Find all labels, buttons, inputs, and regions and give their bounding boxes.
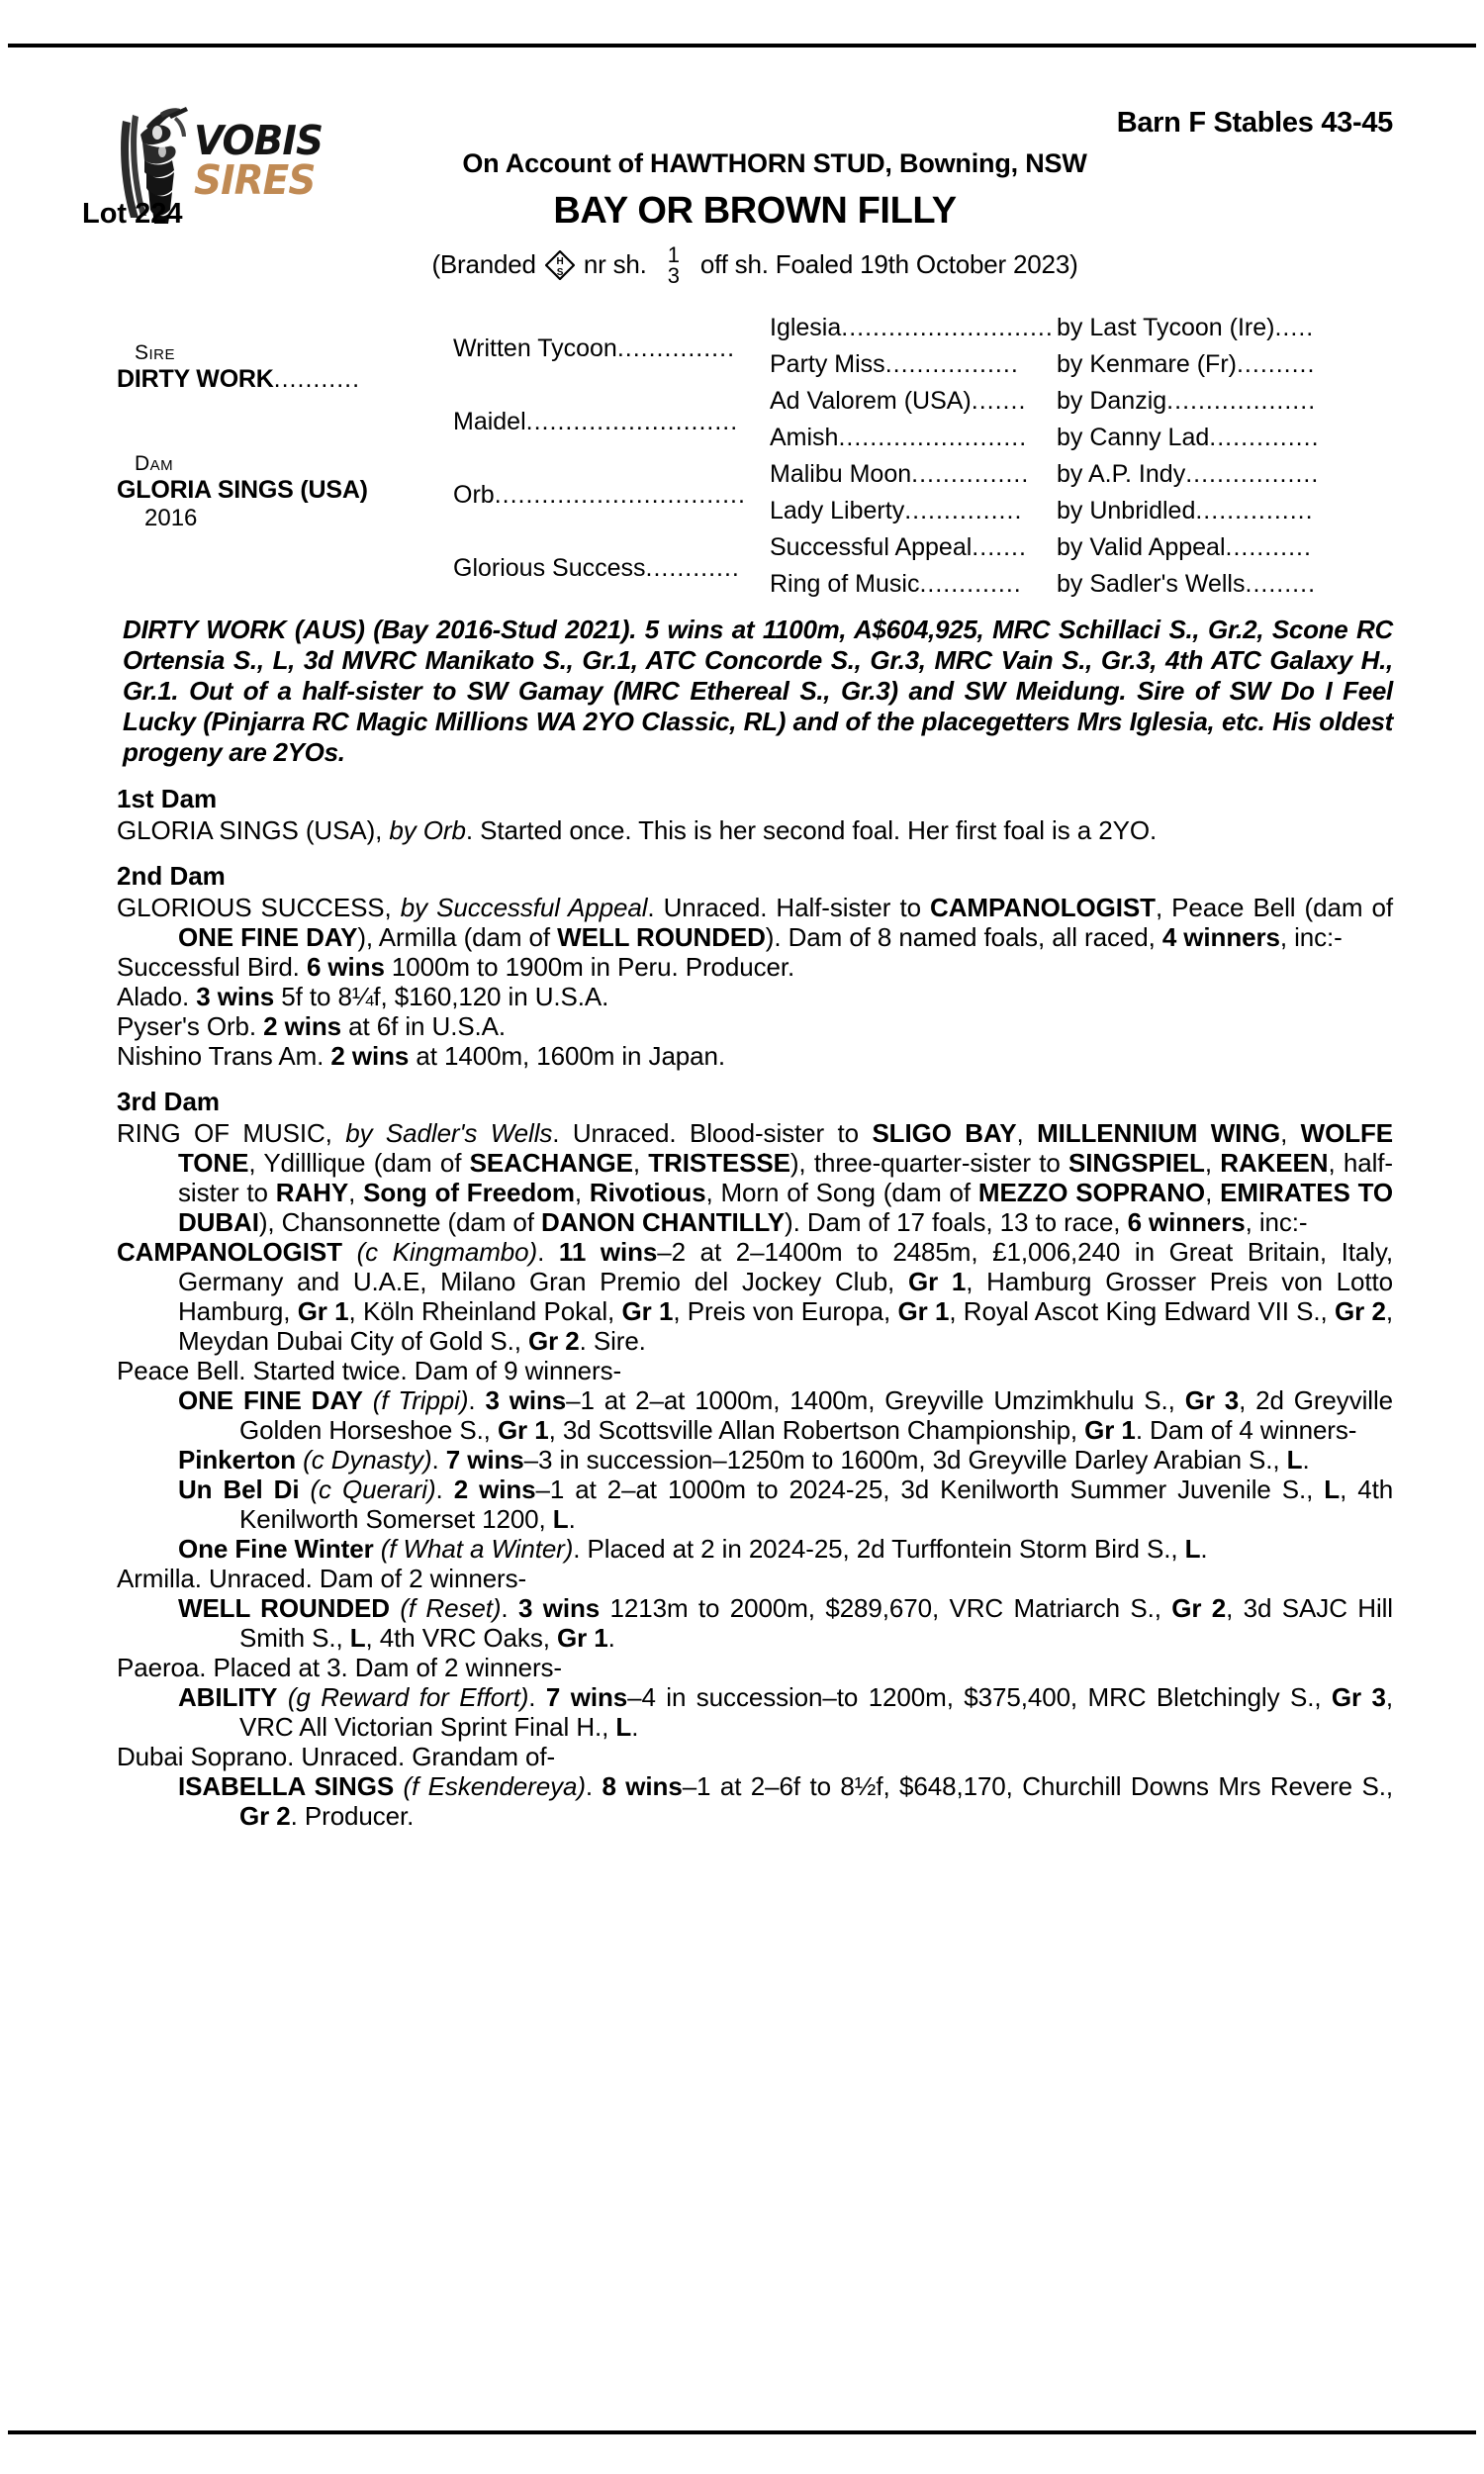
pedigree-gp-2-name: Orb: [453, 481, 495, 509]
dam-block: [117, 452, 453, 532]
pedigree-ggp-3-sire-text: by Canny Lad: [1057, 424, 1210, 451]
pedigree-ggp-1-name-text: Party Miss: [770, 350, 885, 378]
pedigree-gp-1-name: Maidel: [453, 408, 526, 435]
pedigree-gp-2-dots: ................................: [494, 481, 746, 509]
dam-entry: RING OF MUSIC, by Sadler's Wells. Unraced. Blood-sister to SLIGO BAY, MILLENNIUM WING, WOLFE TONE, Ydilllique (dam of SEACHANGE, TRISTESSE), three-quarter-sister to SINGSPIEL, RAKEEN, half-sister to RAHY, Song of Freedom, Rivotious, Morn of Song (dam of MEZZO SOPRANO, EMIRATES TO DUBAI), Chansonnette (dam of DANON CHANTILLY). Dam of 17 foals, 13 to race, 6 winners, inc:-: [117, 1118, 1394, 1237]
pedigree-ggp-5-sire-dots: ...............: [1195, 497, 1314, 524]
dam-section-heading: 1st Dam: [117, 784, 218, 813]
dam-entry: Nishino Trans Am. 2 wins at 1400m, 1600m in Japan.: [117, 1041, 726, 1071]
pedigree-ggp-4-sire-dots: .................: [1185, 460, 1320, 488]
sire-dots: ...........: [273, 365, 361, 393]
pedigree-ggp-1-sire-text: by Kenmare (Fr): [1057, 350, 1237, 378]
pedigree-ggp-2-name-text: Ad Valorem (USA): [770, 387, 972, 415]
pedigree-ggp-7: [770, 566, 1393, 603]
pedigree-ggp-3-name: [770, 420, 1057, 456]
pedigree-ggp-6: [770, 529, 1393, 566]
pedigree-ggp-0-dots: ...........................: [841, 314, 1054, 341]
pedigree-ggp-5: [770, 493, 1393, 529]
dam-entry: Pinkerton (c Dynasty). 7 wins–3 in succession–1250m to 1600m, 3d Greyville Darley Arabian S., L.: [178, 1445, 1310, 1475]
pedigree-gp-3-name: Glorious Success: [453, 554, 646, 582]
pedigree-ggp-4-dots: ...............: [911, 460, 1030, 488]
pedigree-ggp-4-name-text: Malibu Moon: [770, 460, 912, 488]
pedigree-ggp-0-sire-dots: .....: [1274, 314, 1315, 341]
near-shoulder-label: nr sh.: [583, 249, 647, 279]
pedigree-ggp-7-sire: [1057, 566, 1393, 603]
dam-entry: GLORIOUS SUCCESS, by Successful Appeal. Unraced. Half-sister to CAMPANOLOGIST, Peace Bell (dam of ONE FINE DAY), Armilla (dam of WELL ROUNDED). Dam of 8 named foals, all raced, 4 winners, inc:-: [117, 893, 1393, 952]
pedigree-ggp-2-dots: .......: [971, 387, 1027, 415]
pedigree-ggp-7-dots: .............: [919, 570, 1022, 598]
pedigree-ggp-7-name-text: Ring of Music: [770, 570, 920, 598]
barn-stables-label: Barn F Stables 43-45: [1116, 107, 1393, 139]
pedigree-ggp-7-sire-dots: .........: [1245, 570, 1317, 598]
diamond-brand-icon: [545, 250, 575, 280]
pedigree-ggp-0-sire-text: by Last Tycoon (Ire): [1057, 314, 1275, 341]
pedigree-ggp-4-sire-text: by A.P. Indy: [1057, 460, 1186, 488]
pedigree-gp-3: [453, 531, 770, 605]
sire-entry: [117, 365, 453, 394]
pedigree-ggp-1-sire: [1057, 346, 1393, 383]
dam-entry: Peace Bell. Started twice. Dam of 9 winners-: [117, 1356, 622, 1385]
pedigree-ggp-4-name: [770, 456, 1057, 493]
pedigree-ggp-1-sire-dots: ..........: [1236, 350, 1316, 378]
fraction-numerator: 1: [667, 242, 680, 267]
pedigree-ggp-6-sire: [1057, 529, 1393, 566]
pedigree-gp-0: [453, 312, 770, 385]
dam-entry: One Fine Winter (f What a Winter). Placed at 2 in 2024-25, 2d Turffontein Storm Bird S., L.: [178, 1534, 1208, 1564]
dam-entry: Successful Bird. 6 wins 1000m to 1900m in Peru. Producer.: [117, 952, 795, 982]
pedigree-ggp-2-name: [770, 383, 1057, 420]
dam-section-heading: 2nd Dam: [117, 861, 226, 891]
pedigree-ggp-6-sire-text: by Valid Appeal: [1057, 533, 1226, 561]
sire-name: DIRTY WORK: [117, 365, 274, 393]
pedigree-column-grandparents: [453, 308, 770, 605]
dam-entry: Un Bel Di (c Querari). 2 wins–1 at 2–at 1000m to 2024-25, 3d Kenilworth Summer Juvenile S., L, 4th Kenilworth Somerset 1200, L.: [178, 1475, 1394, 1534]
dam-section-heading: 3rd Dam: [117, 1087, 221, 1116]
pedigree-ggp-0-name-text: Iglesia: [770, 314, 842, 341]
dam-entry: ISABELLA SINGS (f Eskendereya). 8 wins–1 at 2–6f to 8½f, $648,170, Churchill Downs Mrs Revere S., Gr 2. Producer.: [178, 1771, 1393, 1831]
pedigree-gp-1: [453, 385, 770, 458]
page-content: [82, 69, 1394, 1831]
pedigree-ggp-1-dots: .................: [884, 350, 1019, 378]
pedigree-gp-3-dots: ............: [645, 554, 740, 582]
dam-year: 2016: [144, 505, 198, 531]
pedigree-ggp-3-sire-dots: ..............: [1209, 424, 1320, 451]
pedigree-ggp-6-name-text: Successful Appeal: [770, 533, 973, 561]
pedigree-ggp-3: [770, 420, 1393, 456]
pedigree-ggp-2: [770, 383, 1393, 420]
pedigree-gp-2: [453, 458, 770, 531]
dam-entry: ABILITY (g Reward for Effort). 7 wins–4 in succession–to 1200m, $375,400, MRC Bletchingly S., Gr 3, VRC All Victorian Sprint Final H., L.: [178, 1682, 1394, 1742]
sire-label: Sire: [135, 341, 176, 364]
pedigree-column-parents: [117, 308, 453, 605]
pedigree-column-greatgrandparents: [770, 308, 1393, 605]
pedigree-ggp-6-name: [770, 529, 1057, 566]
dam-entry: WELL ROUNDED (f Reset). 3 wins 1213m to 2000m, $289,670, VRC Matriarch S., Gr 2, 3d SAJC Hill Smith S., L, 4th VRC Oaks, Gr 1.: [178, 1593, 1393, 1653]
pedigree-ggp-6-dots: .......: [972, 533, 1027, 561]
pedigree-ggp-2-sire-text: by Danzig: [1057, 387, 1167, 415]
dam-sections: [117, 784, 1393, 1831]
page-title: BAY OR BROWN FILLY: [553, 190, 957, 232]
brand-fraction: [668, 244, 680, 286]
dam-entry: Dubai Soprano. Unraced. Grandam of-: [117, 1742, 556, 1771]
dam-name: GLORIA SINGS (USA): [117, 476, 368, 504]
dam-entry: Alado. 3 wins 5f to 8¼f, $160,120 in U.S.A.: [117, 982, 609, 1011]
pedigree-ggp-7-name: [770, 566, 1057, 603]
sire-description: DIRTY WORK (AUS) (Bay 2016-Stud 2021). 5 wins at 1100m, A$604,925, MRC Schillaci S., Gr.2, Scone RC Ortensia S., L, 3d MVRC Manikato S., Gr.1, ATC Concorde S., Gr.3, MRC Vain S., Gr.3, 4th ATC Galaxy H., Gr.1. Out of a half-sister to SW Gamay (MRC Ethereal S., Gr.3) and SW Meidung. Sire of SW Do I Feel Lucky (Pinjarra RC Magic Millions WA 2YO Classic, RL) and of the placegetters Mrs Iglesia, etc. His oldest progeny are 2YOs.: [123, 615, 1393, 767]
pedigree-ggp-0-name: [770, 310, 1057, 346]
page-header: [82, 69, 1393, 242]
dam-entry: CAMPANOLOGIST (c Kingmambo). 11 wins–2 at 2–1400m to 2485m, £1,006,240 in Great Britain, Italy, Germany and U.A.E, Milano Gran Premio del Jockey Club, Gr 1, Hamburg Grosser Preis von Lotto Hamburg, Gr 1, Köln Rheinland Pokal, Gr 1, Preis von Europa, Gr 1, Royal Ascot King Edward VII S., Gr 2, Meydan Dubai City of Gold S., Gr 2. Sire.: [117, 1237, 1393, 1356]
dam-entry: GLORIA SINGS (USA), by Orb. Started once. This is her second foal. Her first foal is a 2YO.: [117, 815, 1158, 845]
lot-number: Lot 224: [82, 198, 183, 230]
pedigree-ggp-5-sire: [1057, 493, 1393, 529]
pedigree-ggp-4-sire: [1057, 456, 1393, 493]
dam-label: Dam: [135, 452, 174, 475]
pedigree-ggp-0-sire: [1057, 310, 1393, 346]
bottom-rule: [8, 2430, 1476, 2434]
svg-text:S: S: [556, 267, 564, 278]
pedigree-ggp-5-dots: ...............: [904, 497, 1023, 524]
pedigree-ggp-1-name: [770, 346, 1057, 383]
pedigree-ggp-5-sire-text: by Unbridled: [1057, 497, 1196, 524]
pedigree-gp-0-dots: ...............: [616, 334, 736, 362]
pedigree-ggp-5-name-text: Lady Liberty: [770, 497, 905, 524]
branded-prefix: (Branded: [431, 249, 536, 279]
fraction-denominator: 3: [667, 263, 680, 288]
dam-entry: Armilla. Unraced. Dam of 2 winners-: [117, 1564, 527, 1593]
pedigree-ggp-0: [770, 310, 1393, 346]
svg-text:H: H: [556, 256, 564, 267]
top-rule: [8, 44, 1476, 48]
dam-entry: Pyser's Orb. 2 wins at 6f in U.S.A.: [117, 1011, 507, 1041]
pedigree-ggp-1: [770, 346, 1393, 383]
logo-vobis-text: VOBIS: [194, 117, 324, 164]
foaled-label: off sh. Foaled 19th October 2023): [699, 249, 1078, 279]
pedigree-ggp-3-sire: [1057, 420, 1393, 456]
pedigree-ggp-2-sire-dots: ...................: [1166, 387, 1317, 415]
pedigree-ggp-2-sire: [1057, 383, 1393, 420]
pedigree-ggp-3-name-text: Amish: [770, 424, 839, 451]
dam-entry: ONE FINE DAY (f Trippi). 3 wins–1 at 2–at 1000m, 1400m, Greyville Umzimkhulu S., Gr 3, 2d Greyville Golden Horseshoe S., Gr 1, 3d Scottsville Allan Robertson Championship, Gr 1. Dam of 4 winners-: [178, 1385, 1393, 1445]
pedigree-ggp-7-sire-text: by Sadler's Wells: [1057, 570, 1246, 598]
pedigree-ggp-5-name: [770, 493, 1057, 529]
pedigree-ggp-3-dots: ........................: [838, 424, 1028, 451]
pedigree-gp-0-name: Written Tycoon: [453, 334, 617, 362]
dam-entry: Paeroa. Placed at 3. Dam of 2 winners-: [117, 1653, 562, 1682]
pedigree-table: [117, 308, 1393, 605]
on-account-label: On Account of HAWTHORN STUD, Bowning, NSW: [462, 148, 1087, 178]
pedigree-ggp-4: [770, 456, 1393, 493]
branding-line: [117, 244, 1393, 286]
pedigree-ggp-6-sire-dots: ...........: [1225, 533, 1312, 561]
logo-sires-text: SIRES: [194, 156, 316, 204]
pedigree-gp-1-dots: ...........................: [525, 408, 739, 435]
sire-block: [117, 341, 453, 394]
